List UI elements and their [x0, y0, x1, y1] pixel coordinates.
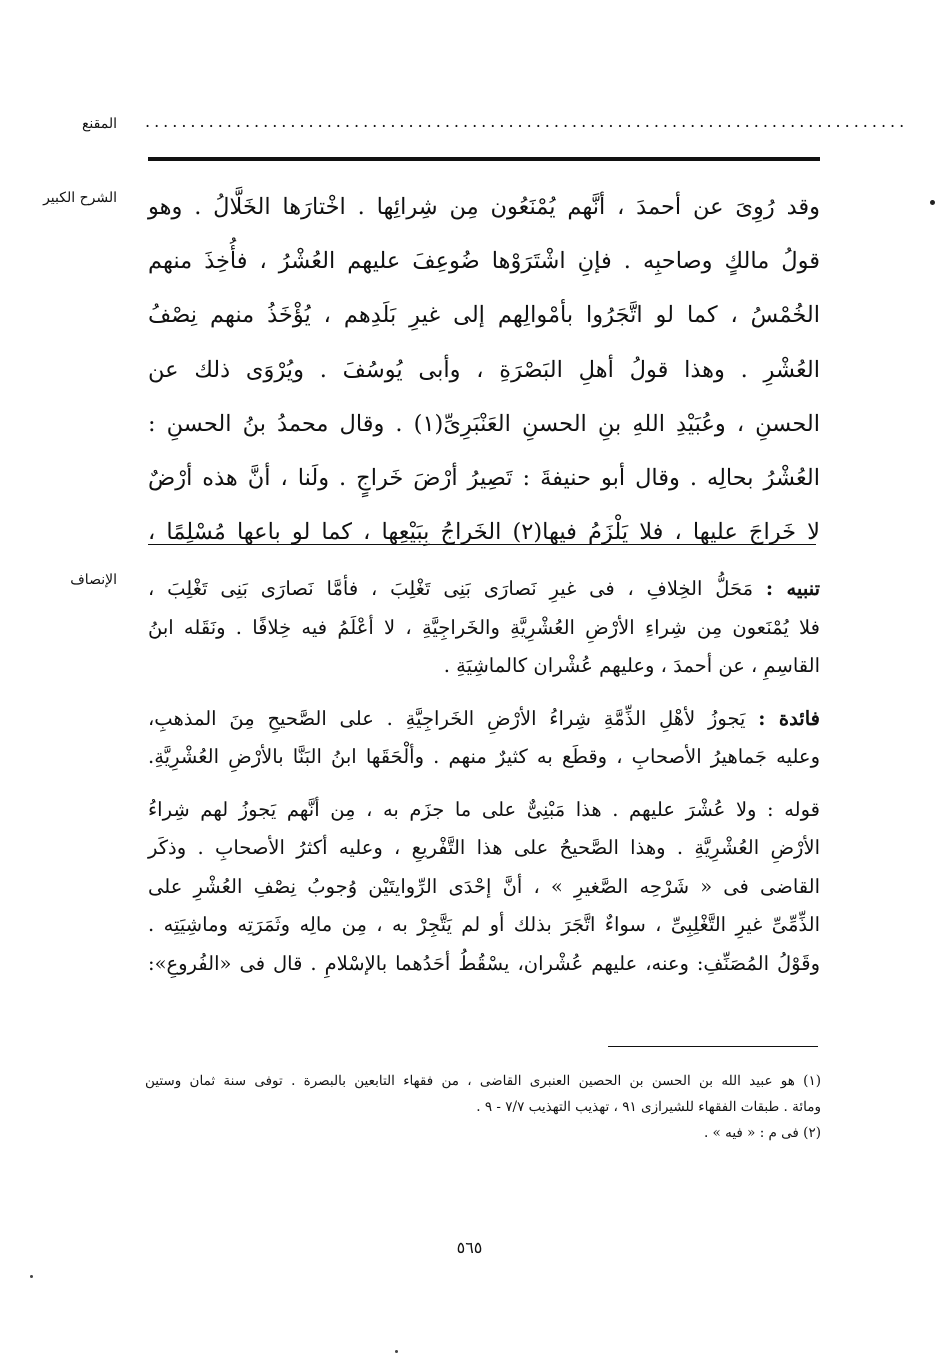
- text-line: قولُ مالكٍ وصاحبِه . فإنِ اشْتَرَوْها ضُوعِفَ عليهم العُشْرُ ، فأُخِذَ منهم: [148, 248, 820, 275]
- tanbih-lead: تنبيه :: [765, 577, 821, 600]
- text-line: العُشْرِ . وهذا قولُ أهلِ البَصْرَةِ ، وأبى يُوسُفَ . ويُرْوَى ذلك عن: [148, 356, 820, 383]
- scan-speck: [930, 200, 935, 205]
- section-divider: [148, 544, 816, 545]
- text-line: الذِّمِّىِّ غيرِ التَّغْلِبِىِّ ، سواءٌ اتَّجَرَ بذلك أو لم يَتَّجِرْ به ، مِن مالِه وثَمَرَتِه وماشِيَتِه .: [148, 913, 820, 936]
- text-line: القاسِمِ ، عن أحمدَ ، وعليهم عُشْران كالماشِيَةِ .: [443, 654, 820, 677]
- text-line: [148, 570, 820, 609]
- footnote-line: ومائة . طبقات الفقهاء للشيرازى ٩١ ، تهذيب التهذيب ٧/٧ - ٩ .: [476, 1099, 821, 1115]
- text-line: [148, 700, 820, 739]
- text-line: قوله : ولا عُشْرَ عليهم . هذا مَبْنِىٌّ على ما جزَم به ، مِن أنَّهم يَجوزُ لهم شِراءُ: [148, 797, 820, 821]
- paragraph-gap: [148, 777, 820, 791]
- scan-speck: [30, 1275, 33, 1278]
- footnote-line: (١) هو عبيد الله بن الحسن بن الحصين العنبرى القاضى ، من فقهاء التابعين بالبصرة . توفى سنة ثمان وستين: [145, 1073, 821, 1089]
- footnotes: [145, 1068, 821, 1146]
- running-head: المقنع: [81, 116, 117, 132]
- top-rule: [148, 157, 820, 161]
- insaf-label: الإنصاف: [70, 572, 117, 588]
- text-span: يَجوزُ لأهْلِ الذِّمَّةِ شِراءُ الأرْضِ الخَراجِيَّةِ . على الصَّحيحِ مِنَ المذهبِ،: [148, 706, 746, 730]
- text-line: وقد رُوِىَ عن أحمدَ ، أنَّهم يُمْنَعُون مِن شِرائِها . اخْتارَها الخَلَّالُ . وهو: [148, 194, 820, 220]
- text-line: الحسنِ ، وعُبَيْدِ اللهِ بنِ الحسنِ العَنْبَرِىِّ(١) . وقال محمدُ بنُ الحسنِ :: [148, 410, 820, 437]
- text-line: فلا يُمْنَعون مِن شِراءِ الأرْضِ العُشْرِيَّةِ والخَراجِيَّةِ ، لا أعْلَمُ فيه خِلافًا . ونَقَله ابنُ: [148, 615, 820, 639]
- paragraph-gap: [148, 686, 820, 700]
- page-number: ٥٦٥: [456, 1238, 483, 1257]
- text-line: وقَوْلُ المُصَنِّفِ: وعنه، عليهم عُشْران، يسْقُطُ أحَدُهما بالإسْلامِ . قال فى «الفُروعِ»:: [148, 951, 820, 975]
- sharh-text: [148, 180, 820, 559]
- footnote-rule: [608, 1046, 818, 1047]
- insaf-text: [148, 570, 820, 983]
- text-line: لا خَراجَ عليها ، فلا يَلْزَمُ فيها(٢) الخَراجُ بِبَيْعِها ، كما لو باعها مُسْلِمًا ،: [148, 519, 820, 546]
- text-line: الأرْضِ العُشْرِيَّةِ . وهذا الصَّحيحُ على هذا التَّفْريعِ ، وعليه أكثرُ الأصحابِ . وذكَر: [148, 836, 820, 859]
- scan-speck: [395, 1350, 398, 1353]
- text-line: العُشْرُ بحالِه . وقال أبو حنيفةَ : تَصِيرُ أرْضَ خَراجٍ . ولَنا ، أنَّ هذه أرْضٌ: [148, 464, 820, 491]
- footnote-line: (٢) فى م : « فيه » .: [703, 1125, 821, 1141]
- sharh-label: الشرح الكبير: [43, 190, 117, 206]
- faida-lead: فائدة :: [758, 706, 820, 730]
- text-line: وعليه جَماهيرُ الأصحابِ ، وقطَع به كثيرٌ منهم . وألْحَقَها ابنُ البَنَّا بالأرْضِ العُشْرِيَّةِ.: [148, 745, 820, 768]
- dot-leader: ....................................................................................: [145, 112, 909, 131]
- text-line: القاضى فى « شَرْحِه الصَّغيرِ » ، أنَّ إحْدَى الرِّوايتَيْن وُجوبُ نِصْفِ العُشْرِ على: [148, 874, 820, 898]
- text-line: الخُمْسُ ، كما لو اتَّجَرُوا بأمْوالِهم إلى غيرِ بَلَدِهم ، يُؤْخَذُ منهم نِصْفُ: [148, 302, 820, 329]
- text-span: مَحَلُّ الخِلافِ ، فى غيرِ نَصارَى بَنِى تَغْلِبَ ، فأمَّا نَصارَى بَنِى تَغْلِبَ ،: [148, 577, 754, 600]
